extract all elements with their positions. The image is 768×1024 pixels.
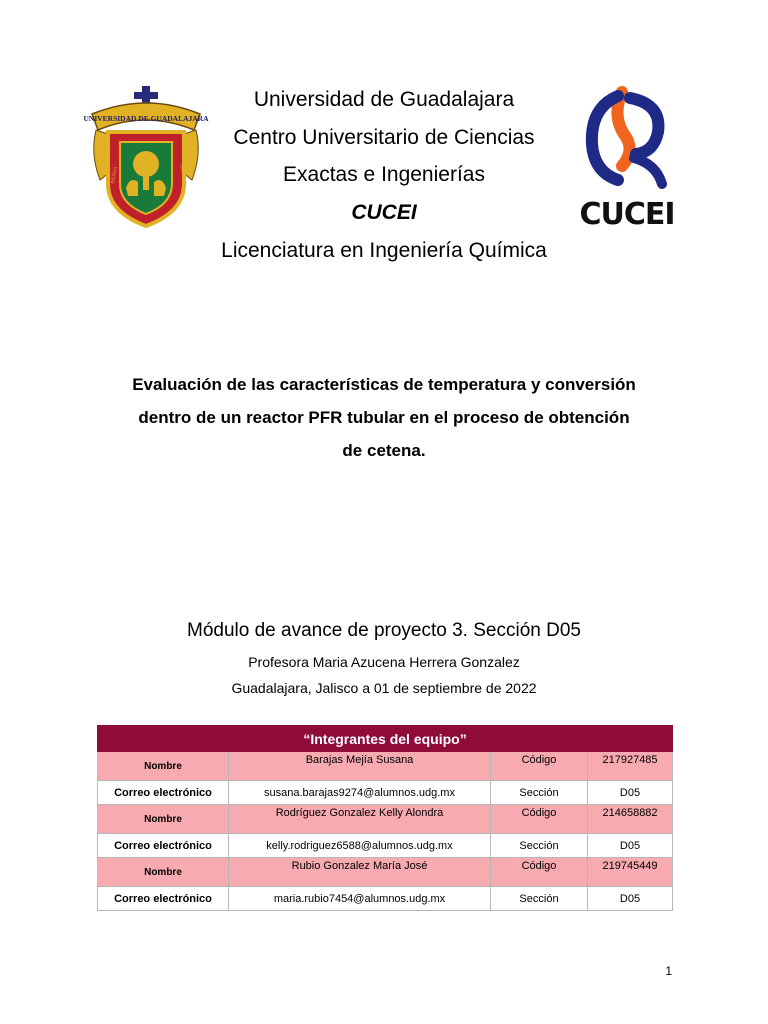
- svg-text:TRABAJA: TRABAJA: [178, 163, 187, 187]
- table-row: [98, 781, 673, 805]
- member-name: Rodríguez Gonzalez Kelly Alondra: [229, 805, 491, 834]
- name-label: Nombre: [98, 805, 229, 834]
- member-code: 214658882: [588, 805, 673, 834]
- project-title: [90, 368, 678, 467]
- module-title: Módulo de avance de proyecto 3. Sección D05: [187, 620, 581, 641]
- professor-name: Profesora Maria Azucena Herrera Gonzalez: [248, 654, 520, 670]
- member-email: kelly.rodriguez6588@alumnos.udg.mx: [229, 834, 491, 858]
- team-heading: “Integrantes del equipo”: [98, 726, 673, 752]
- table-row: [98, 805, 673, 834]
- name-label: Nombre: [98, 858, 229, 887]
- member-code: 219745449: [588, 858, 673, 887]
- project-title-line-1: Evaluación de las características de temperatura y conversión: [132, 375, 636, 394]
- table-row: [98, 858, 673, 887]
- svg-text:UNIVERSIDAD DE GUADALAJARA: UNIVERSIDAD DE GUADALAJARA: [83, 114, 209, 123]
- table-row: [98, 834, 673, 858]
- table-row: [98, 752, 673, 781]
- member-email: maria.rubio7454@alumnos.udg.mx: [229, 887, 491, 911]
- member-name: Barajas Mejía Susana: [229, 752, 491, 781]
- email-label: Correo electrónico: [98, 781, 229, 805]
- place-date: Guadalajara, Jalisco a 01 de septiembre de 2022: [231, 680, 537, 696]
- center-name: Centro Universitario de Ciencias: [233, 126, 535, 149]
- project-title-line-2: dentro de un reactor PFR tubular en el proceso de obtención: [138, 408, 630, 427]
- section-label: Sección: [491, 887, 588, 911]
- section-label: Sección: [491, 834, 588, 858]
- member-section: D05: [588, 781, 673, 805]
- university-name: Universidad de Guadalajara: [253, 88, 515, 111]
- code-label: Código: [491, 805, 588, 834]
- member-code: 217927485: [588, 752, 673, 781]
- svg-text:CUCEI: CUCEI: [579, 197, 675, 232]
- section-label: Sección: [491, 781, 588, 805]
- svg-text:PIENSA: PIENSA: [111, 166, 120, 185]
- member-email: susana.barajas9274@alumnos.udg.mx: [229, 781, 491, 805]
- page-number: 1: [665, 964, 672, 978]
- table-row: [98, 887, 673, 911]
- email-label: Correo electrónico: [98, 887, 229, 911]
- code-label: Código: [491, 752, 588, 781]
- member-section: D05: [588, 887, 673, 911]
- name-label: Nombre: [98, 752, 229, 781]
- center-name-cont: Exactas e Ingenierías: [283, 163, 485, 186]
- degree-name: Licenciatura en Ingeniería Química: [221, 239, 547, 262]
- cucei-title: CUCEI: [351, 201, 417, 224]
- email-label: Correo electrónico: [98, 834, 229, 858]
- member-section: D05: [588, 834, 673, 858]
- project-title-line-3: de cetena.: [342, 441, 426, 460]
- member-name: Rubio Gonzalez María José: [229, 858, 491, 887]
- team-table: [97, 725, 673, 911]
- team-table-header: [98, 726, 673, 752]
- code-label: Código: [491, 858, 588, 887]
